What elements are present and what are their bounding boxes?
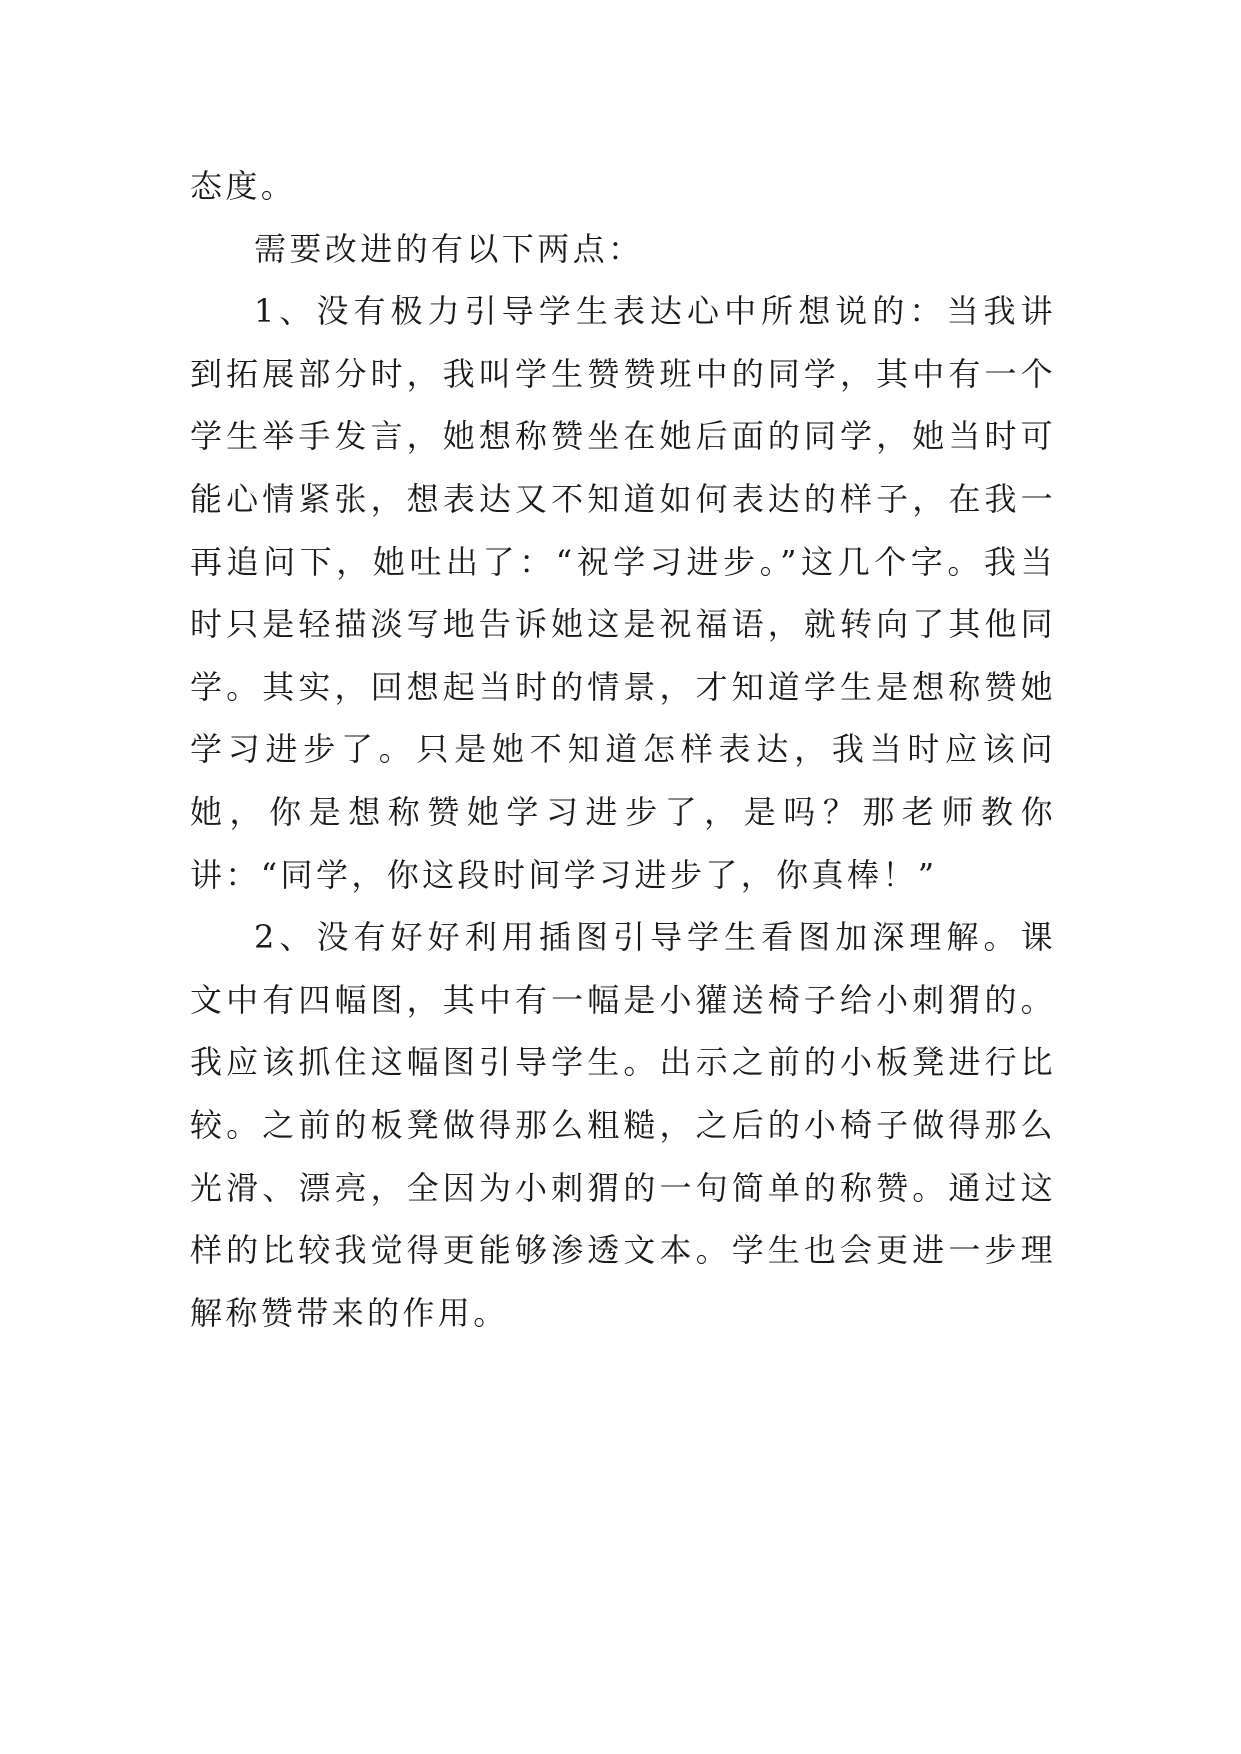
paragraph-improvements-intro: 需要改进的有以下两点： (254, 229, 644, 268)
paragraph-continuation: 态度。 (190, 167, 297, 205)
paragraph-point-1: 1、没有极力引导学生表达心中所想说的：当我讲到拓展部分时，我叫学生赞赞班中的同学，其中有一个学生举手发言，她想称赞坐在她后面的同学，她当时可能心情紧张，想表达又不知道如何表达的样子，在我一再追问下，她吐出了：“祝学习进步。”这几个字。我当时只是轻描淡写地告诉她这是祝福语，就转向了其他同学。其实，回想起当时的情景，才知道学生是想称赞她学习进步了。只是她不知道怎样表达，我当时应该问她，你是想称赞她学习进步了，是吗？那老师教你讲：“同学，你这段时间学习进步了，你真棒！” (190, 292, 1056, 894)
document-body (190, 155, 1056, 1344)
paragraph-point-2: 2、没有好好利用插图引导学生看图加深理解。课文中有四幅图，其中有一幅是小獾送椅子给小刺猬的。我应该抓住这幅图引导学生。出示之前的小板凳进行比较。之前的板凳做得那么粗糙，之后的小椅子做得那么光滑、漂亮，全因为小刺猬的一句简单的称赞。通过这样的比较我觉得更能够渗透文本。学生也会更进一步理解称赞带来的作用。 (190, 918, 1056, 1332)
